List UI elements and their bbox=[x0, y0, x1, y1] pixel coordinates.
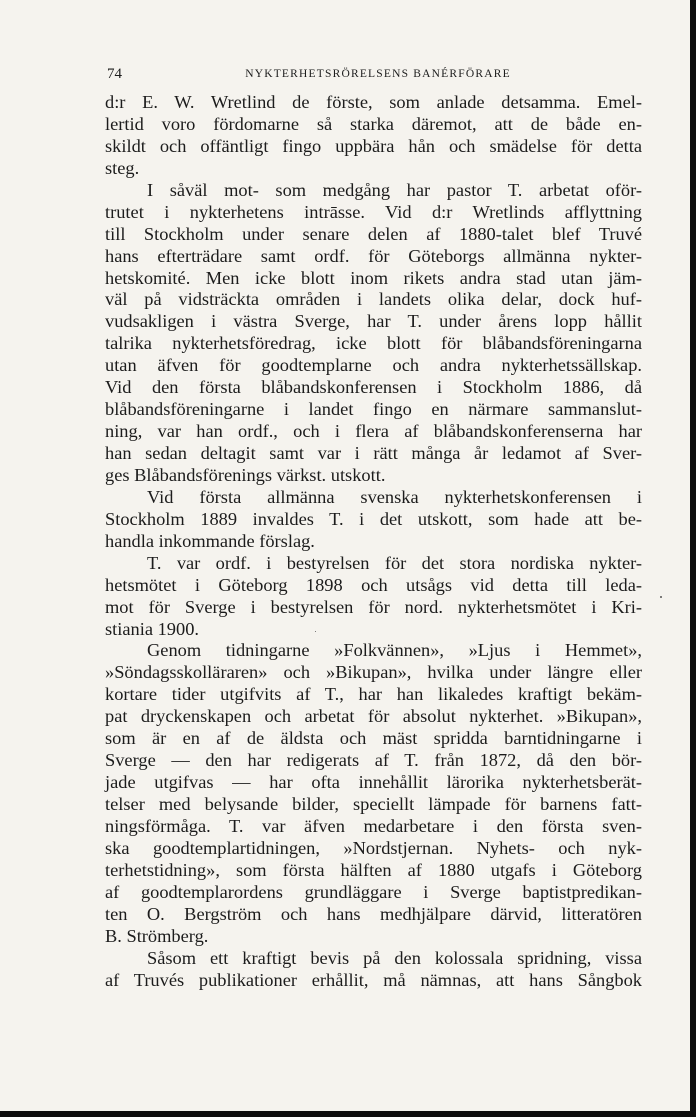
text-line: Genom tidningarne »Folkvännen», »Ljus i Hemmet», bbox=[147, 640, 642, 661]
text-line: stiania 1900. bbox=[105, 618, 199, 639]
text-line: Stockholm 1889 invaldes T. i det utskott, som hade att be- bbox=[105, 508, 642, 529]
text-line: d:r E. W. Wretlind de förste, som anlade detsamma. Emel- bbox=[105, 92, 642, 112]
text-line: lertid voro fördomarne så starka däremot, att de både en- bbox=[105, 113, 642, 134]
page-number: 74 bbox=[107, 66, 122, 82]
text-line: till Stockholm under senare delen af 1880-talet blef Truvé bbox=[105, 223, 642, 244]
text-line: han sedan deltagit samt var i rätt många år ledamot af Sver- bbox=[105, 443, 642, 463]
text-line: Sverge — den har redigerats af T. från 1872, då den bör- bbox=[105, 750, 642, 771]
text-line: hetskomité. Men icke blott inom rikets andra stad utan jäm- bbox=[105, 267, 642, 288]
text-line: Såsom ett kraftigt bevis på den kolossala spridning, vissa bbox=[147, 947, 642, 968]
text-line: jade utgifvas — har ofta innehållit lärorika nykterhetsberät- bbox=[105, 772, 642, 793]
text-line: talrika nykterhetsföredrag, icke blott för blåbandsföreningarna bbox=[105, 333, 642, 354]
text-line: T. var ordf. i bestyrelsen för det stora nordiska nykter- bbox=[147, 552, 642, 573]
text-line: hans efterträdare samt ordf. för Göteborgs allmänna nykter- bbox=[105, 245, 642, 266]
text-line: skildt och offäntligt fingo uppbära hån och smädelse för detta bbox=[105, 135, 642, 156]
text-line: Vid den första blåbandskonferensen i Stockholm 1886, då bbox=[105, 377, 642, 398]
text-line: pat dryckenskapen och arbetat för absolut nykterhet. »Bikupan», bbox=[105, 706, 642, 727]
text-line: ten O. Bergström och hans medhjälpare därvid, litteratören bbox=[105, 903, 642, 924]
text-line: B. Strömberg. bbox=[105, 925, 209, 946]
text-line: ges Blåbandsförenings värkst. utskott. bbox=[105, 464, 386, 485]
text-line: trutet i nykterhetens intrāsse. Vid d:r Wretlinds afflyttning bbox=[105, 201, 642, 222]
text-line: »Söndagsskolläraren» och »Bikupan», hvilka under längre eller bbox=[105, 662, 642, 683]
scan-edge-bottom bbox=[0, 1111, 696, 1117]
text-line: af Truvés publikationer erhållit, må nämnas, att hans Sångbok bbox=[105, 969, 642, 990]
text-line: telser med belysande bilder, speciellt lämpade för barnens fatt- bbox=[105, 794, 642, 814]
scan-edge-right bbox=[690, 0, 696, 1117]
text-line: ning, var han ordf., och i flera af blåbandskonferenserna har bbox=[105, 421, 642, 442]
text-line: terhetstidning», som första hälften af 1880 utgafs i Göteborg bbox=[105, 859, 642, 880]
text-line: af goodtemplarordens grundläggare i Sverge baptistpredikan- bbox=[105, 881, 642, 902]
text-line: blåbandsföreningarne i landet fingo en närmare sammanslut- bbox=[105, 399, 642, 420]
text-line: Vid första allmänna svenska nykterhetskonferensen i bbox=[147, 486, 642, 507]
text-line: ska goodtemplartidningen, »Nordstjernan. Nyhets- och nyk- bbox=[105, 837, 642, 858]
scan-speck bbox=[315, 631, 316, 632]
text-line: utan äfven för goodtemplarne och andra nykterhetssällskap. bbox=[105, 355, 642, 376]
running-head bbox=[107, 66, 641, 86]
text-line: ningsförmåga. T. var äfven medarbetare i den första sven- bbox=[105, 815, 642, 836]
text-line: mot för Sverge i bestyrelsen för nord. nykterhetsmötet i Kri- bbox=[105, 596, 642, 617]
text-line: som är en af de äldsta och mäst spridda barntidningarne i bbox=[105, 728, 642, 749]
text-line: hetsmötet i Göteborg 1898 och utsågs vid detta till leda- bbox=[105, 574, 642, 595]
body-text bbox=[105, 92, 642, 991]
text-line: vudsakligen i västra Sverge, har T. under årens lopp hållit bbox=[105, 311, 642, 332]
text-line: kortare tider utgifvits af T., har han likaledes kraftigt bekäm- bbox=[105, 684, 642, 705]
running-title: NYKTERHETSRÖRELSENS BANÉRFÖRARE bbox=[245, 68, 511, 80]
text-line: handla inkommande förslag. bbox=[105, 530, 315, 551]
scan-speck bbox=[660, 596, 662, 598]
text-line: steg. bbox=[105, 157, 140, 178]
text-line: I såväl mot- som medgång har pastor T. arbetat oför- bbox=[147, 179, 642, 200]
text-line: väl på vidsträckta områden i landets olika delar, dock huf- bbox=[105, 289, 642, 310]
